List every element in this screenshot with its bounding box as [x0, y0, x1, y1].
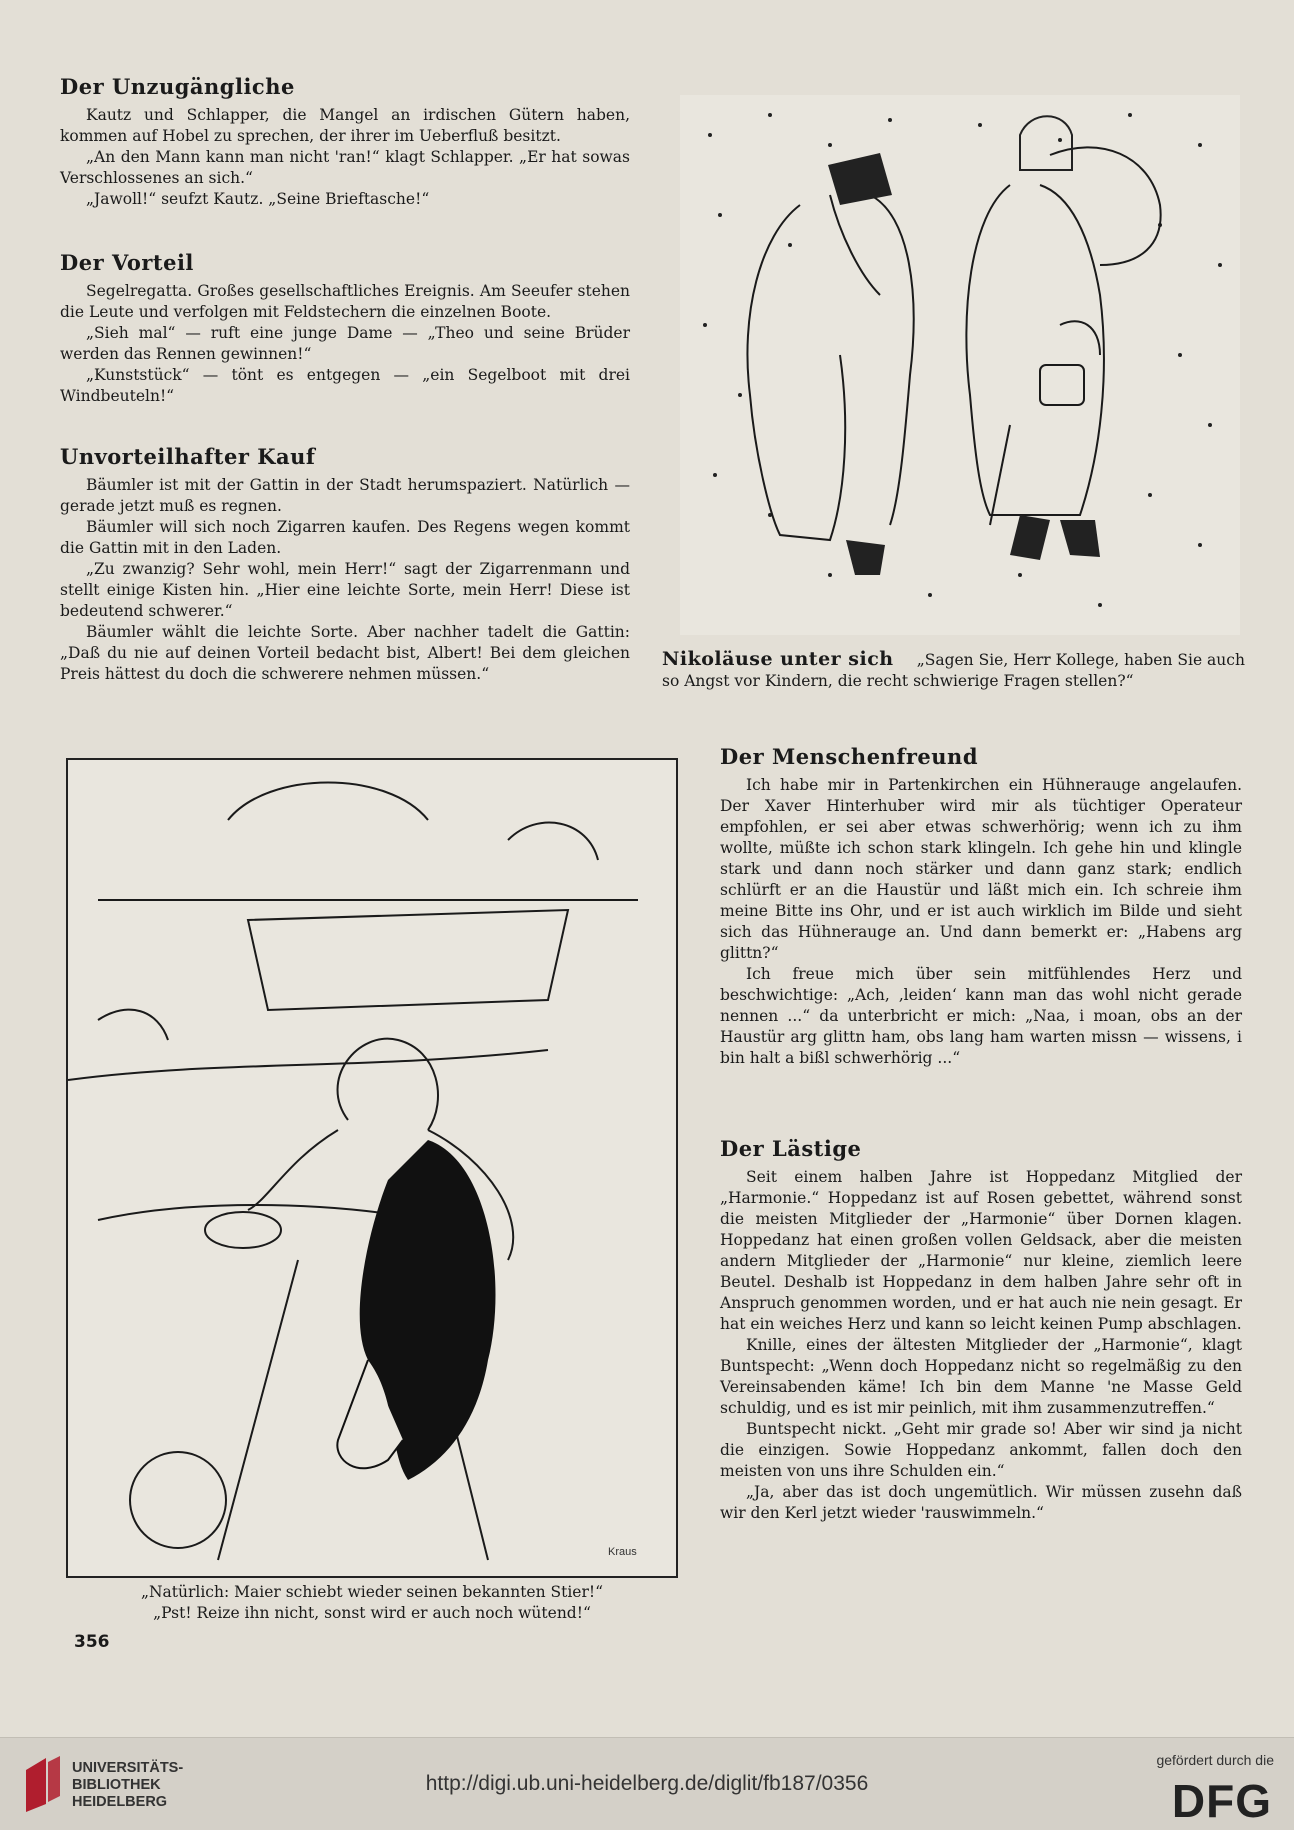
- article-title: Der Vorteil: [60, 250, 194, 275]
- article-paragraph: „Ja, aber das ist doch ungemütlich. Wir müssen zusehn daß wir den Kerl jetzt wieder 'rauswimmeln.“: [720, 1483, 1242, 1522]
- caption-title: Nikoläuse unter sich: [662, 648, 894, 670]
- article-title: Der Lästige: [720, 1136, 862, 1161]
- artist-signature: Kraus: [608, 1546, 637, 1558]
- article-paragraph: „Zu zwanzig? Sehr wohl, mein Herr!“ sagt der Zigarrenmann und stellt einige Kisten hin. „Hier eine leichte Sorte, mein Herr! Diese ist bedeutend schwerer.“: [60, 560, 630, 620]
- article-paragraph: Seit einem halben Jahre ist Hoppedanz Mitglied der „Harmonie.“ Hoppedanz ist auf Rosen gebettet, während sonst die meisten Mitglieder der „Harmonie“ über Dornen klagen. Hoppedanz hat einen großen vollen Geldsack, aber die meisten andern Mitglieder der „Harmonie“ nur kleine, ziemlich leere Beutel. Deshalb ist Hoppedanz in dem halben Jahre sehr oft in Anspruch genommen worden, und er hat auch nie nein gesagt. Er hat ein weiches Herz und kann so leicht keinen Pump abschlagen.: [720, 1168, 1242, 1333]
- article-paragraph: Kautz und Schlapper, die Mangel an irdischen Gütern haben, kommen auf Hobel zu sprechen, der ihrer im Ueberfluß besitzt.: [60, 106, 630, 145]
- nikolaus-drawing: [680, 95, 1240, 635]
- dfg-logo: DFG: [1171, 1775, 1272, 1827]
- article-paragraph: „Sieh mal“ — ruft eine junge Dame — „Theo und seine Brüder werden das Rennen gewinnen!“: [60, 324, 630, 363]
- caption-text: „Sagen Sie, Herr Kollege, haben Sie auch so Angst vor Kindern, die recht schwierige Fragen stellen?“: [662, 651, 1245, 690]
- article-der-menschenfreund: [720, 744, 1242, 1069]
- article-paragraph: Bäumler wählt die leichte Sorte. Aber nachher tadelt die Gattin: „Daß du nie auf deinen Vorteil bedacht bist, Albert! Bei dem gleichen Preis hättest du doch die schwerere nehmen müssen.“: [60, 623, 630, 683]
- caption-nikolaeuse: [662, 648, 1247, 692]
- article-paragraph: Knille, eines der ältesten Mitglieder der „Harmonie“, klagt Buntspecht: „Wenn doch Hoppedanz nicht so regelmäßig zu den Vereinsabenden käme! Ich bin dem Manne 'ne Masse Geld schuldig, und es ist mir peinlich, mit ihm zusammenzutreffen.“: [720, 1336, 1242, 1417]
- article-paragraph: „An den Mann kann man nicht 'ran!“ klagt Schlapper. „Er hat sowas Verschlossenes an sich.“: [60, 148, 630, 187]
- kegelbahn-drawing: [68, 760, 672, 1572]
- caption-kegelbahn: [66, 1582, 678, 1624]
- caption-line: „Natürlich: Maier schiebt wieder seinen bekannten Stier!“: [140, 1583, 604, 1601]
- article-paragraph: Segelregatta. Großes gesellschaftliches Ereignis. Am Seeufer stehen die Leute und verfolgen mit Feldstechern die einzelnen Boote.: [60, 282, 630, 321]
- funding-note: gefördert durch die: [1156, 1752, 1274, 1768]
- article-paragraph: Ich freue mich über sein mitfühlendes Herz und beschwichtige: „Ach, ‚leiden‘ kann man das wohl nicht gerade nennen ...“ da unterbricht er mich: „Naa, i moan, obs an der Haustür arg glittn ham, obs lang ham warten missn — wissens, i bin halt a bißl schwerhörig ...“: [720, 965, 1242, 1067]
- article-paragraph: Ich habe mir in Partenkirchen ein Hühnerauge angelaufen. Der Xaver Hinterhuber wird mir als tüchtiger Operateur empfohlen, er sei aber etwas schwerhörig; wenn ich zu ihm wollte, müßte ich schon stark klingeln. Ich gehe hin und klingle stark und dann noch stärker und dann ganz stark; endlich schlürft er an die Haustür und läßt mich ein. Ich schreie ihm meine Bitte ins Ohr, und er ist auch wirklich im Bilde und sieht sich das Hühnerauge an. Und dann bemerkt er: „Habens arg glittn?“: [720, 776, 1242, 962]
- illustration-kegelbahn: [66, 758, 678, 1578]
- article-der-laestige: [720, 1136, 1242, 1524]
- caption-line: „Pst! Reize ihn nicht, sonst wird er auch noch wütend!“: [153, 1604, 591, 1622]
- library-name-line: HEIDELBERG: [72, 1794, 168, 1810]
- article-unvorteilhafter-kauf: [60, 444, 630, 685]
- article-der-unzugaengliche: [60, 74, 630, 210]
- article-paragraph: Bäumler ist mit der Gattin in der Stadt herumspaziert. Natürlich — gerade jetzt muß es regnen.: [60, 476, 630, 515]
- page-number: 356: [74, 1632, 110, 1652]
- library-name-line: UNIVERSITÄTS-: [72, 1760, 184, 1776]
- article-title: Der Unzugängliche: [60, 74, 295, 99]
- permalink-url[interactable]: http://digi.ub.uni-heidelberg.de/diglit/fb187/0356: [425, 1772, 869, 1795]
- article-der-vorteil: [60, 250, 630, 407]
- article-title: Der Menschenfreund: [720, 744, 979, 769]
- viewer-footer: [0, 1737, 1294, 1830]
- article-paragraph: „Jawoll!“ seufzt Kautz. „Seine Brieftasche!“: [86, 190, 430, 208]
- article-paragraph: Bäumler will sich noch Zigarren kaufen. Des Regens wegen kommt die Gattin mit in den Laden.: [60, 518, 630, 557]
- illustration-nikolaeuse: [680, 95, 1240, 635]
- library-name-line: BIBLIOTHEK: [72, 1777, 161, 1793]
- article-paragraph: „Kunststück“ — tönt es entgegen — „ein Segelboot mit drei Windbeuteln!“: [60, 366, 630, 405]
- article-title: Unvorteilhafter Kauf: [60, 444, 316, 469]
- article-paragraph: Buntspecht nickt. „Geht mir grade so! Aber wir sind ja nicht die einzigen. Sowie Hoppedanz ankommt, fallen doch den meisten von uns ihre Schulden ein.“: [720, 1420, 1242, 1480]
